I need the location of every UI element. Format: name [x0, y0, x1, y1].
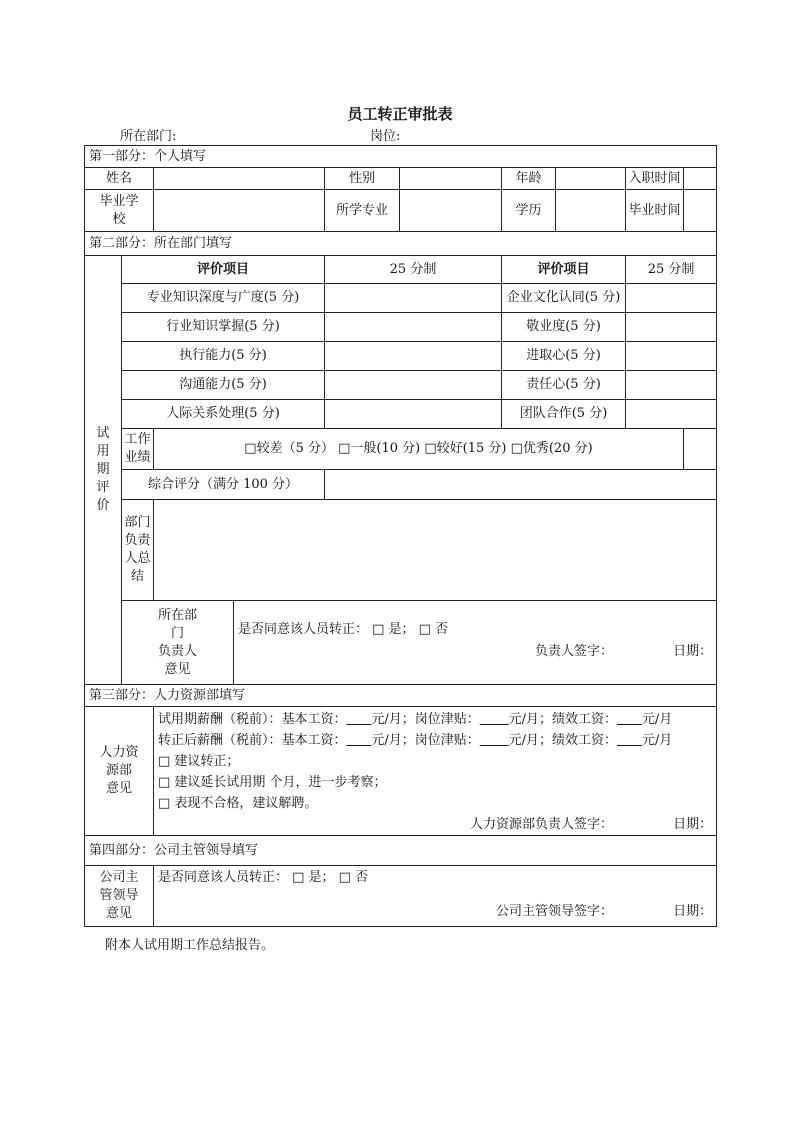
total-score-label: 综合评分（满分 100 分） [122, 470, 325, 500]
position-label: 岗位: [370, 129, 401, 144]
eval-item-right: 团队合作(5 分) [502, 400, 626, 429]
col-header-score-right: 25 分制 [626, 256, 717, 284]
hr-opinion-label: 人力资 源部 意见 [85, 707, 154, 836]
part2-heading: 第二部分：所在部门填写 [85, 232, 717, 256]
form-title: 员工转正审批表 [347, 105, 453, 123]
eval-score-left[interactable] [325, 313, 502, 342]
dept-head-summary-field[interactable] [154, 500, 717, 601]
leader-approve-question[interactable]: 是否同意该人员转正： □ 是； □ 否 [158, 870, 369, 885]
hr-date-label: 日期： [673, 817, 713, 832]
eval-score-right[interactable] [626, 313, 717, 342]
part4-heading: 第四部分：公司主管领导填写 [85, 836, 717, 866]
gender-field[interactable] [400, 168, 502, 190]
probation-salary-line[interactable]: 试用期薪酬（税前）：基本工资： 元/月；岗位津贴： 元/月；绩效工资： 元/月 [158, 712, 673, 727]
name-label: 姓名 [85, 168, 154, 190]
eval-item-left: 执行能力(5 分) [122, 342, 325, 371]
dept-head-sign-label: 负责人签字： [535, 644, 614, 659]
eval-score-left[interactable] [325, 371, 502, 400]
approval-form-table [84, 145, 717, 927]
eval-score-right[interactable] [626, 400, 717, 429]
eval-score-left[interactable] [325, 342, 502, 371]
eval-score-right[interactable] [626, 284, 717, 313]
col-header-item-left: 评价项目 [122, 256, 325, 284]
col-header-item-right: 评价项目 [502, 256, 626, 284]
major-label: 所学专业 [325, 190, 400, 232]
footer-note: 附本人试用期工作总结报告。 [105, 938, 275, 953]
part3-heading: 第三部分：人力资源部填写 [85, 685, 717, 707]
leader-opinion-label: 公司主 管领导 意见 [85, 866, 154, 927]
eval-score-left[interactable] [325, 400, 502, 429]
part1-heading: 第一部分：个人填写 [85, 146, 717, 168]
hr-option-confirm[interactable]: □ 建议转正； [158, 754, 240, 769]
dept-head-summary-label: 部门 负责 人总 结 [122, 500, 154, 601]
work-performance-blank [684, 429, 717, 470]
dept-approve-question[interactable]: 是否同意该人员转正： □ 是； □ 否 [238, 622, 449, 637]
education-field[interactable] [556, 190, 626, 232]
leader-opinion-field [154, 866, 717, 927]
grad-time-field[interactable] [684, 190, 717, 232]
gender-label: 性别 [325, 168, 400, 190]
probation-eval-label: 试 用 期 评 价 [85, 256, 122, 685]
school-field[interactable] [154, 190, 325, 232]
dept-head-opinion-label: 所在部 门 负责人 意见 [122, 601, 234, 685]
eval-item-left: 人际关系处理(5 分) [122, 400, 325, 429]
total-score-field[interactable] [325, 470, 717, 500]
hr-opinion-field [154, 707, 717, 836]
eval-item-left: 沟通能力(5 分) [122, 371, 325, 400]
regular-salary-line[interactable]: 转正后薪酬（税前）：基本工资： 元/月；岗位津贴： 元/月；绩效工资： 元/月 [158, 733, 673, 748]
education-label: 学历 [502, 190, 556, 232]
hr-option-dismiss[interactable]: □ 表现不合格，建议解聘。 [158, 796, 318, 811]
work-performance-options[interactable]: □较差（5 分） □一般(10 分) □较好(15 分) □优秀(20 分) [154, 429, 684, 470]
age-label: 年龄 [502, 168, 556, 190]
dept-head-date-label: 日期： [673, 644, 713, 659]
leader-sign-label: 公司主管领导签字： [496, 904, 614, 919]
name-field[interactable] [154, 168, 325, 190]
hr-sign-label: 人力资源部负责人签字： [470, 817, 614, 832]
eval-item-right: 进取心(5 分) [502, 342, 626, 371]
department-label: 所在部门: [120, 129, 177, 144]
dept-head-opinion-field [234, 601, 717, 685]
school-label: 毕业学 校 [85, 190, 154, 232]
eval-item-left: 行业知识掌握(5 分) [122, 313, 325, 342]
hr-option-extend[interactable]: □ 建议延长试用期 个月，进一步考察； [158, 775, 387, 790]
eval-score-right[interactable] [626, 342, 717, 371]
age-field[interactable] [556, 168, 626, 190]
eval-item-left: 专业知识深度与广度(5 分) [122, 284, 325, 313]
eval-item-right: 企业文化认同(5 分) [502, 284, 626, 313]
eval-score-right[interactable] [626, 371, 717, 400]
join-time-label: 入职时间 [626, 168, 684, 190]
work-performance-label: 工作 业绩 [122, 429, 154, 470]
join-time-field[interactable] [684, 168, 717, 190]
eval-score-left[interactable] [325, 284, 502, 313]
major-field[interactable] [400, 190, 502, 232]
grad-time-label: 毕业时间 [626, 190, 684, 232]
eval-item-right: 敬业度(5 分) [502, 313, 626, 342]
leader-date-label: 日期： [673, 904, 713, 919]
col-header-score-left: 25 分制 [325, 256, 502, 284]
eval-item-right: 责任心(5 分) [502, 371, 626, 400]
